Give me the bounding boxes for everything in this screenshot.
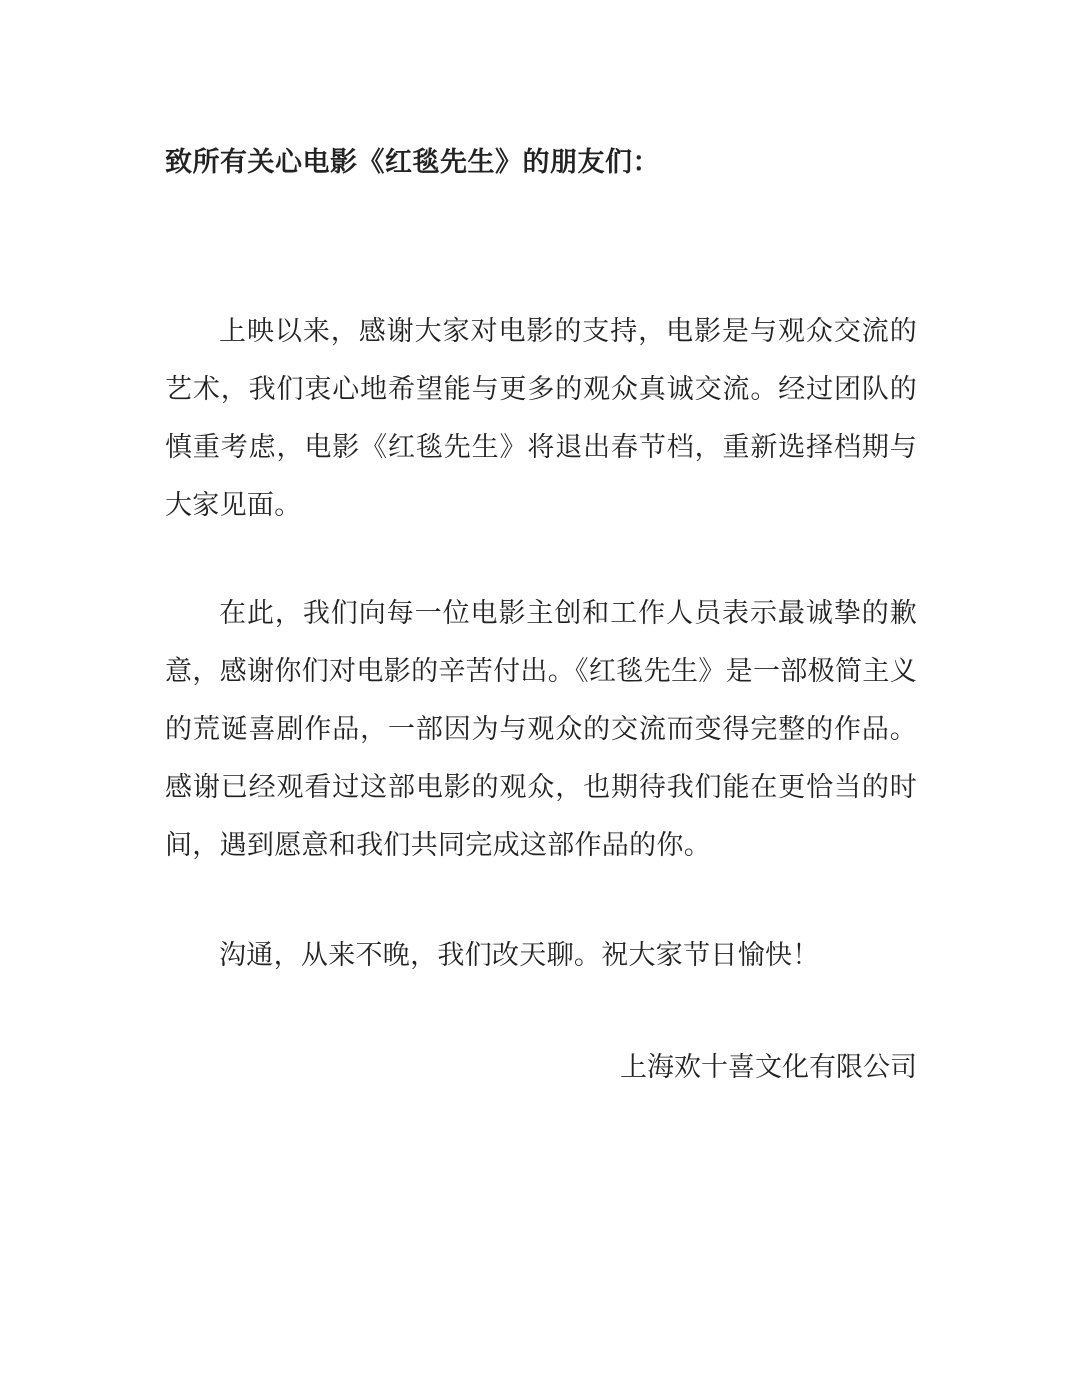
letter-document xyxy=(165,0,917,1395)
letter-salutation: 致所有关心电影《红毯先生》的朋友们： xyxy=(165,147,660,178)
letter-paragraph-3: 沟通，从来不晚，我们改天聊。祝大家节日愉快！ xyxy=(219,940,820,971)
letter-signature: 上海欢十喜文化有限公司 xyxy=(620,1052,917,1083)
letter-paragraph-1: 上映以来，感谢大家对电影的支持，电影是与观众交流的艺术，我们衷心地希望能与更多的观众真诚交流。经过团队的慎重考虑，电影《红毯先生》将退出春节档，重新选择档期与大家见面。 xyxy=(165,316,917,521)
letter-paragraph-2: 在此，我们向每一位电影主创和工作人员表示最诚挚的歉意，感谢你们对电影的辛苦付出。《红毯先生》是一部极简主义的荒诞喜剧作品，一部因为与观众的交流而变得完整的作品。感谢已经观看过这部电影的观众，也期待我们能在更恰当的时间，遇到愿意和我们共同完成这部作品的你。 xyxy=(165,598,917,861)
